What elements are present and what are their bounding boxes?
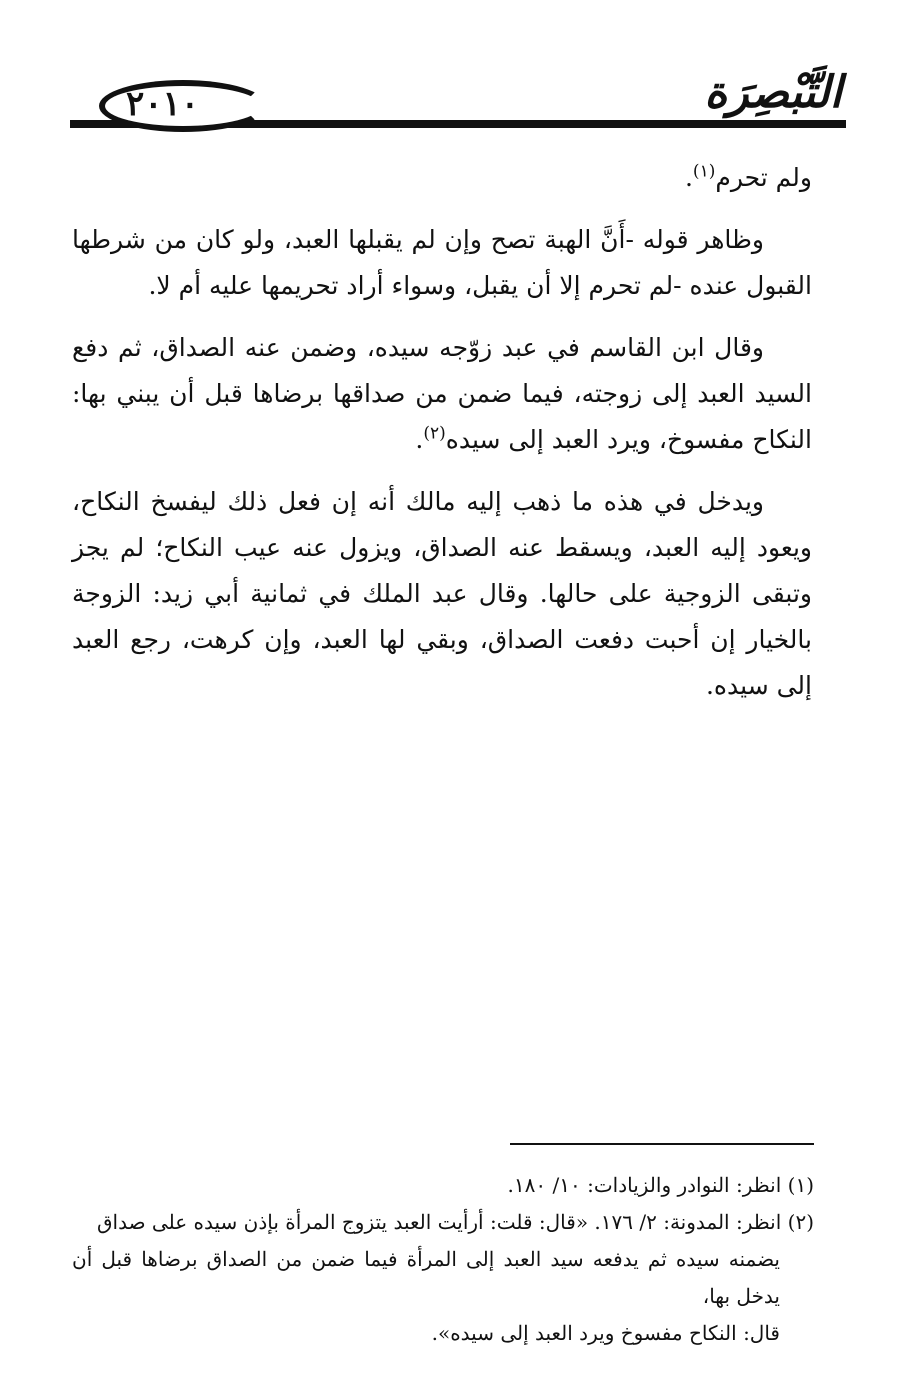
paragraph [72, 479, 812, 709]
footnote-separator [510, 1143, 814, 1145]
paragraph-text: ولم تحرم [715, 163, 812, 192]
footnote-continuation: يضمنه سيده ثم يدفعه سيد العبد إلى المرأة فيما ضمن من الصداق برضاها قبل أن يدخل بها، [72, 1247, 780, 1308]
paragraph [72, 155, 812, 201]
book-title-logo: التَّبْصِرَة [704, 67, 842, 118]
paragraph-end: . [684, 163, 693, 192]
footnote-continuation: قال: النكاح مفسوخ ويرد العبد إلى سيده». [431, 1321, 780, 1345]
footnotes [72, 1167, 814, 1352]
page-number: ٢٠١٠ [126, 84, 200, 124]
footnote: (١) انظر: النوادر والزيادات: ١٠/ ١٨٠. [507, 1173, 814, 1197]
paragraph-text: ويدخل في هذه ما ذهب إليه مالك أنه إن فعل ذلك ليفسخ النكاح، ويعود إليه العبد، ويسقط عنه الصداق، ويزول عنه عيب النكاح؛ لم يجز وتبقى الزوجية على حالها. وقال عبد الملك في ثمانية أبي زيد: الزوجة بالخيار إن أحبت دفعت الصداق، وبقي لها العبد، وإن كرهت، رجع العبد إلى سيده. [72, 487, 812, 700]
paragraph-text: وقال ابن القاسم في عبد زوّجه سيده، وضمن عنه الصداق، ثم دفع السيد العبد إلى زوجته، فيما ضمن من صداقها برضاها قبل أن يبني بها: النكاح مفسوخ، ويرد العبد إلى سيده [72, 333, 812, 454]
paragraph-end: . [415, 425, 424, 454]
paragraph-text: وظاهر قوله -أَنَّ الهبة تصح وإن لم يقبلها العبد، ولو كان من شرطها القبول عنده -لم تحرم إلا أن يقبل، وسواء أراد تحريمها عليه أم لا. [72, 225, 812, 300]
footnote-marker: (١) [692, 161, 716, 182]
main-text [72, 155, 812, 709]
footnote: (٢) انظر: المدونة: ٢/ ١٧٦. «قال: قلت: أرأيت العبد يتزوج المرأة بإذن سيده على صداق [97, 1210, 814, 1234]
page-header [70, 58, 846, 133]
footnote-marker: (٢) [423, 423, 446, 444]
paragraph [72, 217, 812, 309]
paragraph [72, 325, 812, 463]
